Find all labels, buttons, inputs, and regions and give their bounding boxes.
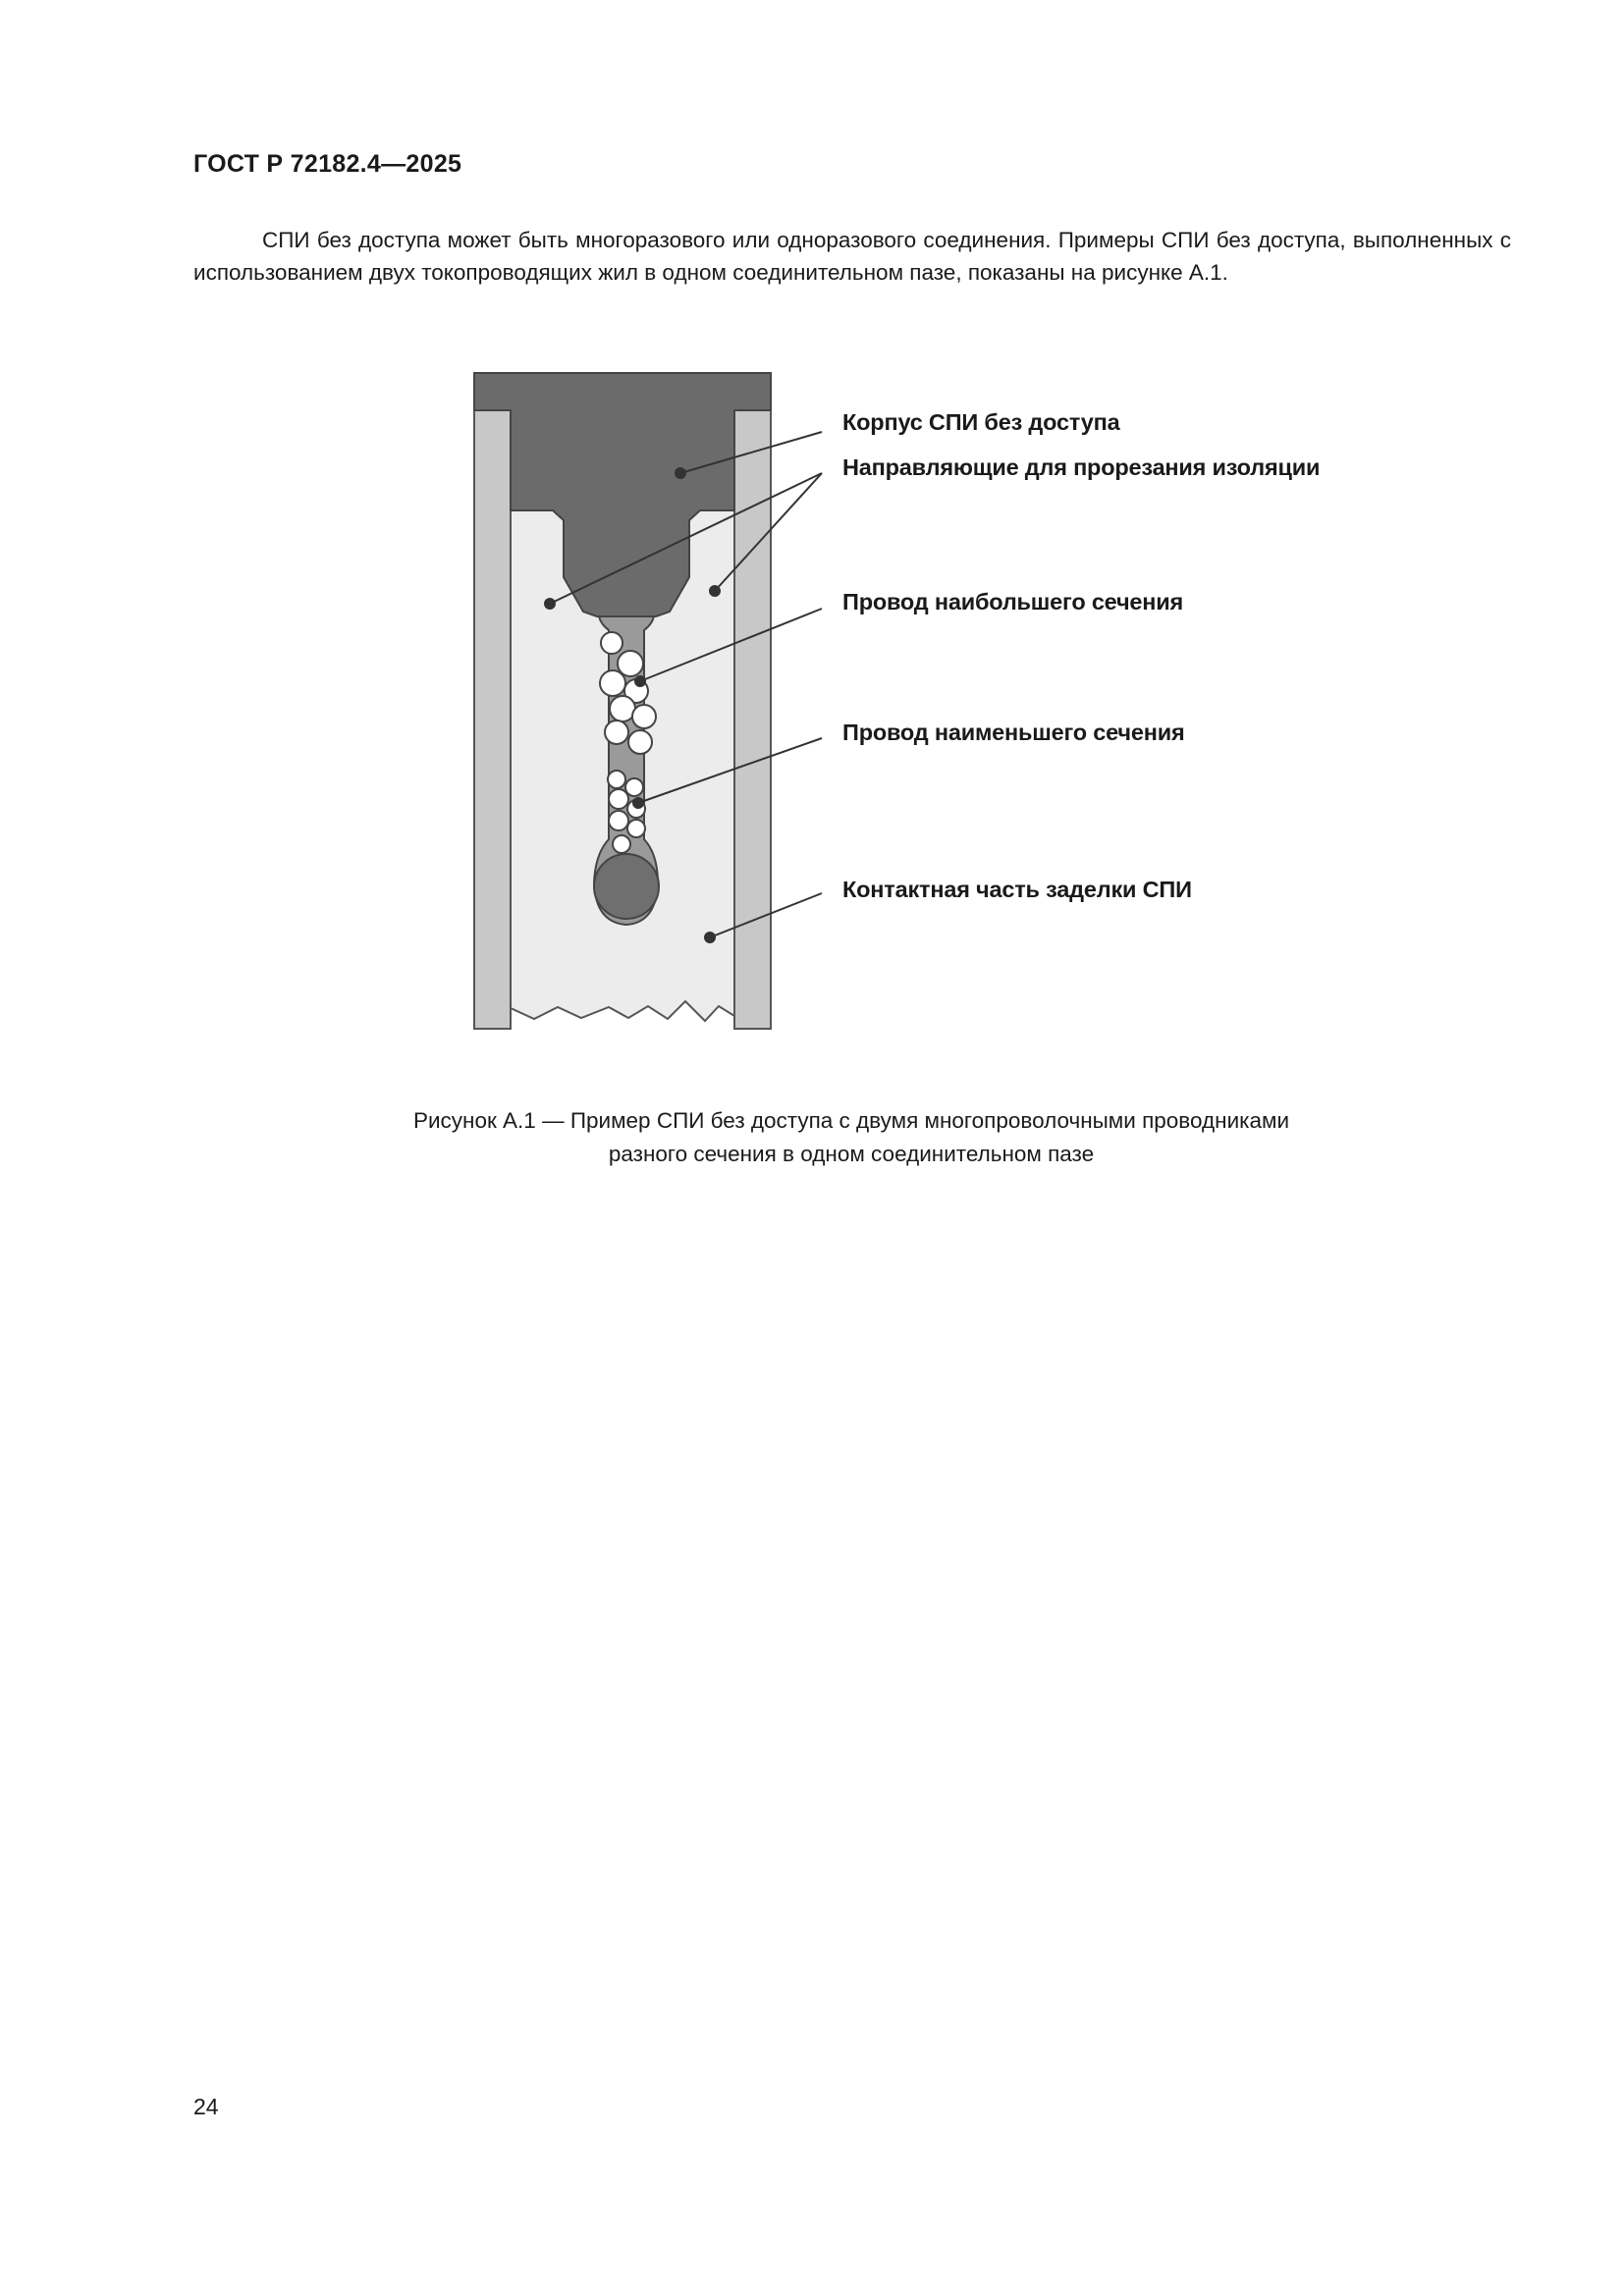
right-wall	[734, 410, 771, 1029]
contact-ball	[594, 854, 659, 919]
label-largest-wire: Провод наибольшего сечения	[842, 589, 1184, 614]
body-paragraph: СПИ без доступа может быть многоразового или одноразового соединения. Примеры СПИ без доступа, выполненных с использованием двух токопроводящих жил в одном соединительном пазе, показаны на рисунке А.1.	[193, 228, 1511, 285]
caption-line-2: разного сечения в одном соединительном пазе	[608, 1142, 1095, 1166]
label-housing: Корпус СПИ без доступа	[842, 409, 1120, 435]
label-smallest-wire: Провод наименьшего сечения	[842, 720, 1185, 745]
page-number: 24	[193, 2094, 219, 2119]
label-guides: Направляющие для прорезания изоляции	[842, 454, 1321, 480]
caption-line-1: Рисунок А.1 — Пример СПИ без доступа с двумя многопроволочными проводниками	[412, 1108, 1290, 1133]
label-contact: Контактная часть заделки СПИ	[842, 877, 1192, 902]
figure-caption	[255, 1104, 1447, 1171]
document-header: ГОСТ Р 72182.4—2025	[193, 150, 462, 178]
left-wall	[474, 410, 511, 1029]
figure-a1	[461, 363, 1345, 1050]
